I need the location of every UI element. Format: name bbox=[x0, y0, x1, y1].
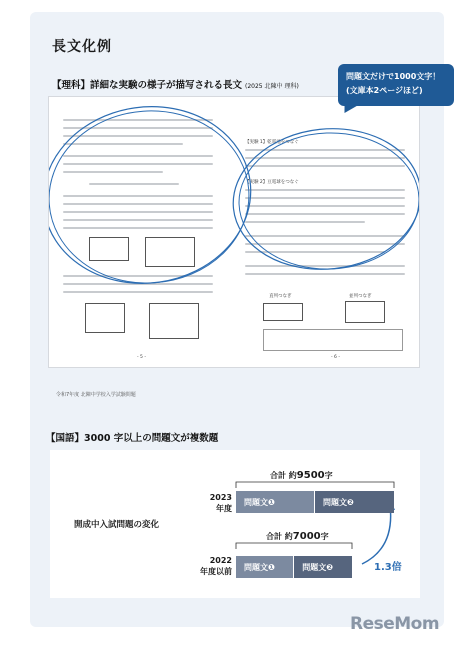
chart-title: 開成中入試問題の変化 bbox=[74, 520, 160, 530]
bar-segment: 問題文❶ bbox=[236, 556, 294, 578]
science-heading-note: (2025 北陳中 理科) bbox=[245, 83, 299, 90]
resemom-logo: ReseMom bbox=[350, 614, 440, 634]
growth-arrow bbox=[362, 505, 391, 564]
year-number: 2023 bbox=[209, 493, 232, 502]
page-number-right: - 6 - bbox=[331, 355, 340, 360]
page-title: 長文化例 bbox=[52, 39, 112, 55]
bar-segment: 問題文❷ bbox=[294, 556, 352, 578]
year-label-2022 bbox=[182, 555, 232, 577]
callout-line-1: 問題文だけで1000文字！ bbox=[346, 72, 441, 81]
page-number-left: - 5 - bbox=[137, 355, 146, 360]
ratio-label: 1.3倍 bbox=[374, 562, 402, 573]
total-suffix: 字 bbox=[320, 532, 329, 541]
year-suffix: 年度 bbox=[216, 504, 232, 513]
bar-segment: 問題文❷ bbox=[315, 491, 394, 513]
bar-2022 bbox=[236, 556, 352, 578]
experiment-1-label: 【実験 1】乾電池をつなぐ bbox=[245, 140, 299, 145]
experiment-2-label: 【実験 2】豆電球をつなぐ bbox=[245, 180, 299, 185]
bar-segment: 問題文❶ bbox=[236, 491, 315, 513]
total-prefix: 合計 約 bbox=[270, 471, 297, 480]
series-label: 直列つなぎ bbox=[269, 294, 292, 299]
year-number: 2022 bbox=[209, 556, 232, 565]
callout-line-2: (文庫本2ページほど) bbox=[346, 86, 423, 95]
source-caption: 令和7年度 北陳中学校入学試験問題 bbox=[56, 392, 136, 398]
science-heading-text: 【理科】詳細な実験の様子が描写される長文 bbox=[52, 80, 243, 91]
total-suffix: 字 bbox=[324, 471, 333, 480]
japanese-heading: 【国語】3000 字以上の問題文が複数題 bbox=[46, 433, 219, 444]
total-value: 9500 bbox=[296, 470, 325, 481]
total-prefix: 合計 約 bbox=[266, 532, 293, 541]
year-label-2023 bbox=[196, 492, 232, 514]
year-suffix: 年度以前 bbox=[200, 567, 232, 576]
parallel-label: 並列つなぎ bbox=[349, 294, 372, 299]
total-label-2022 bbox=[266, 531, 329, 542]
bar-2023 bbox=[236, 491, 394, 513]
total-value: 7000 bbox=[292, 531, 321, 542]
